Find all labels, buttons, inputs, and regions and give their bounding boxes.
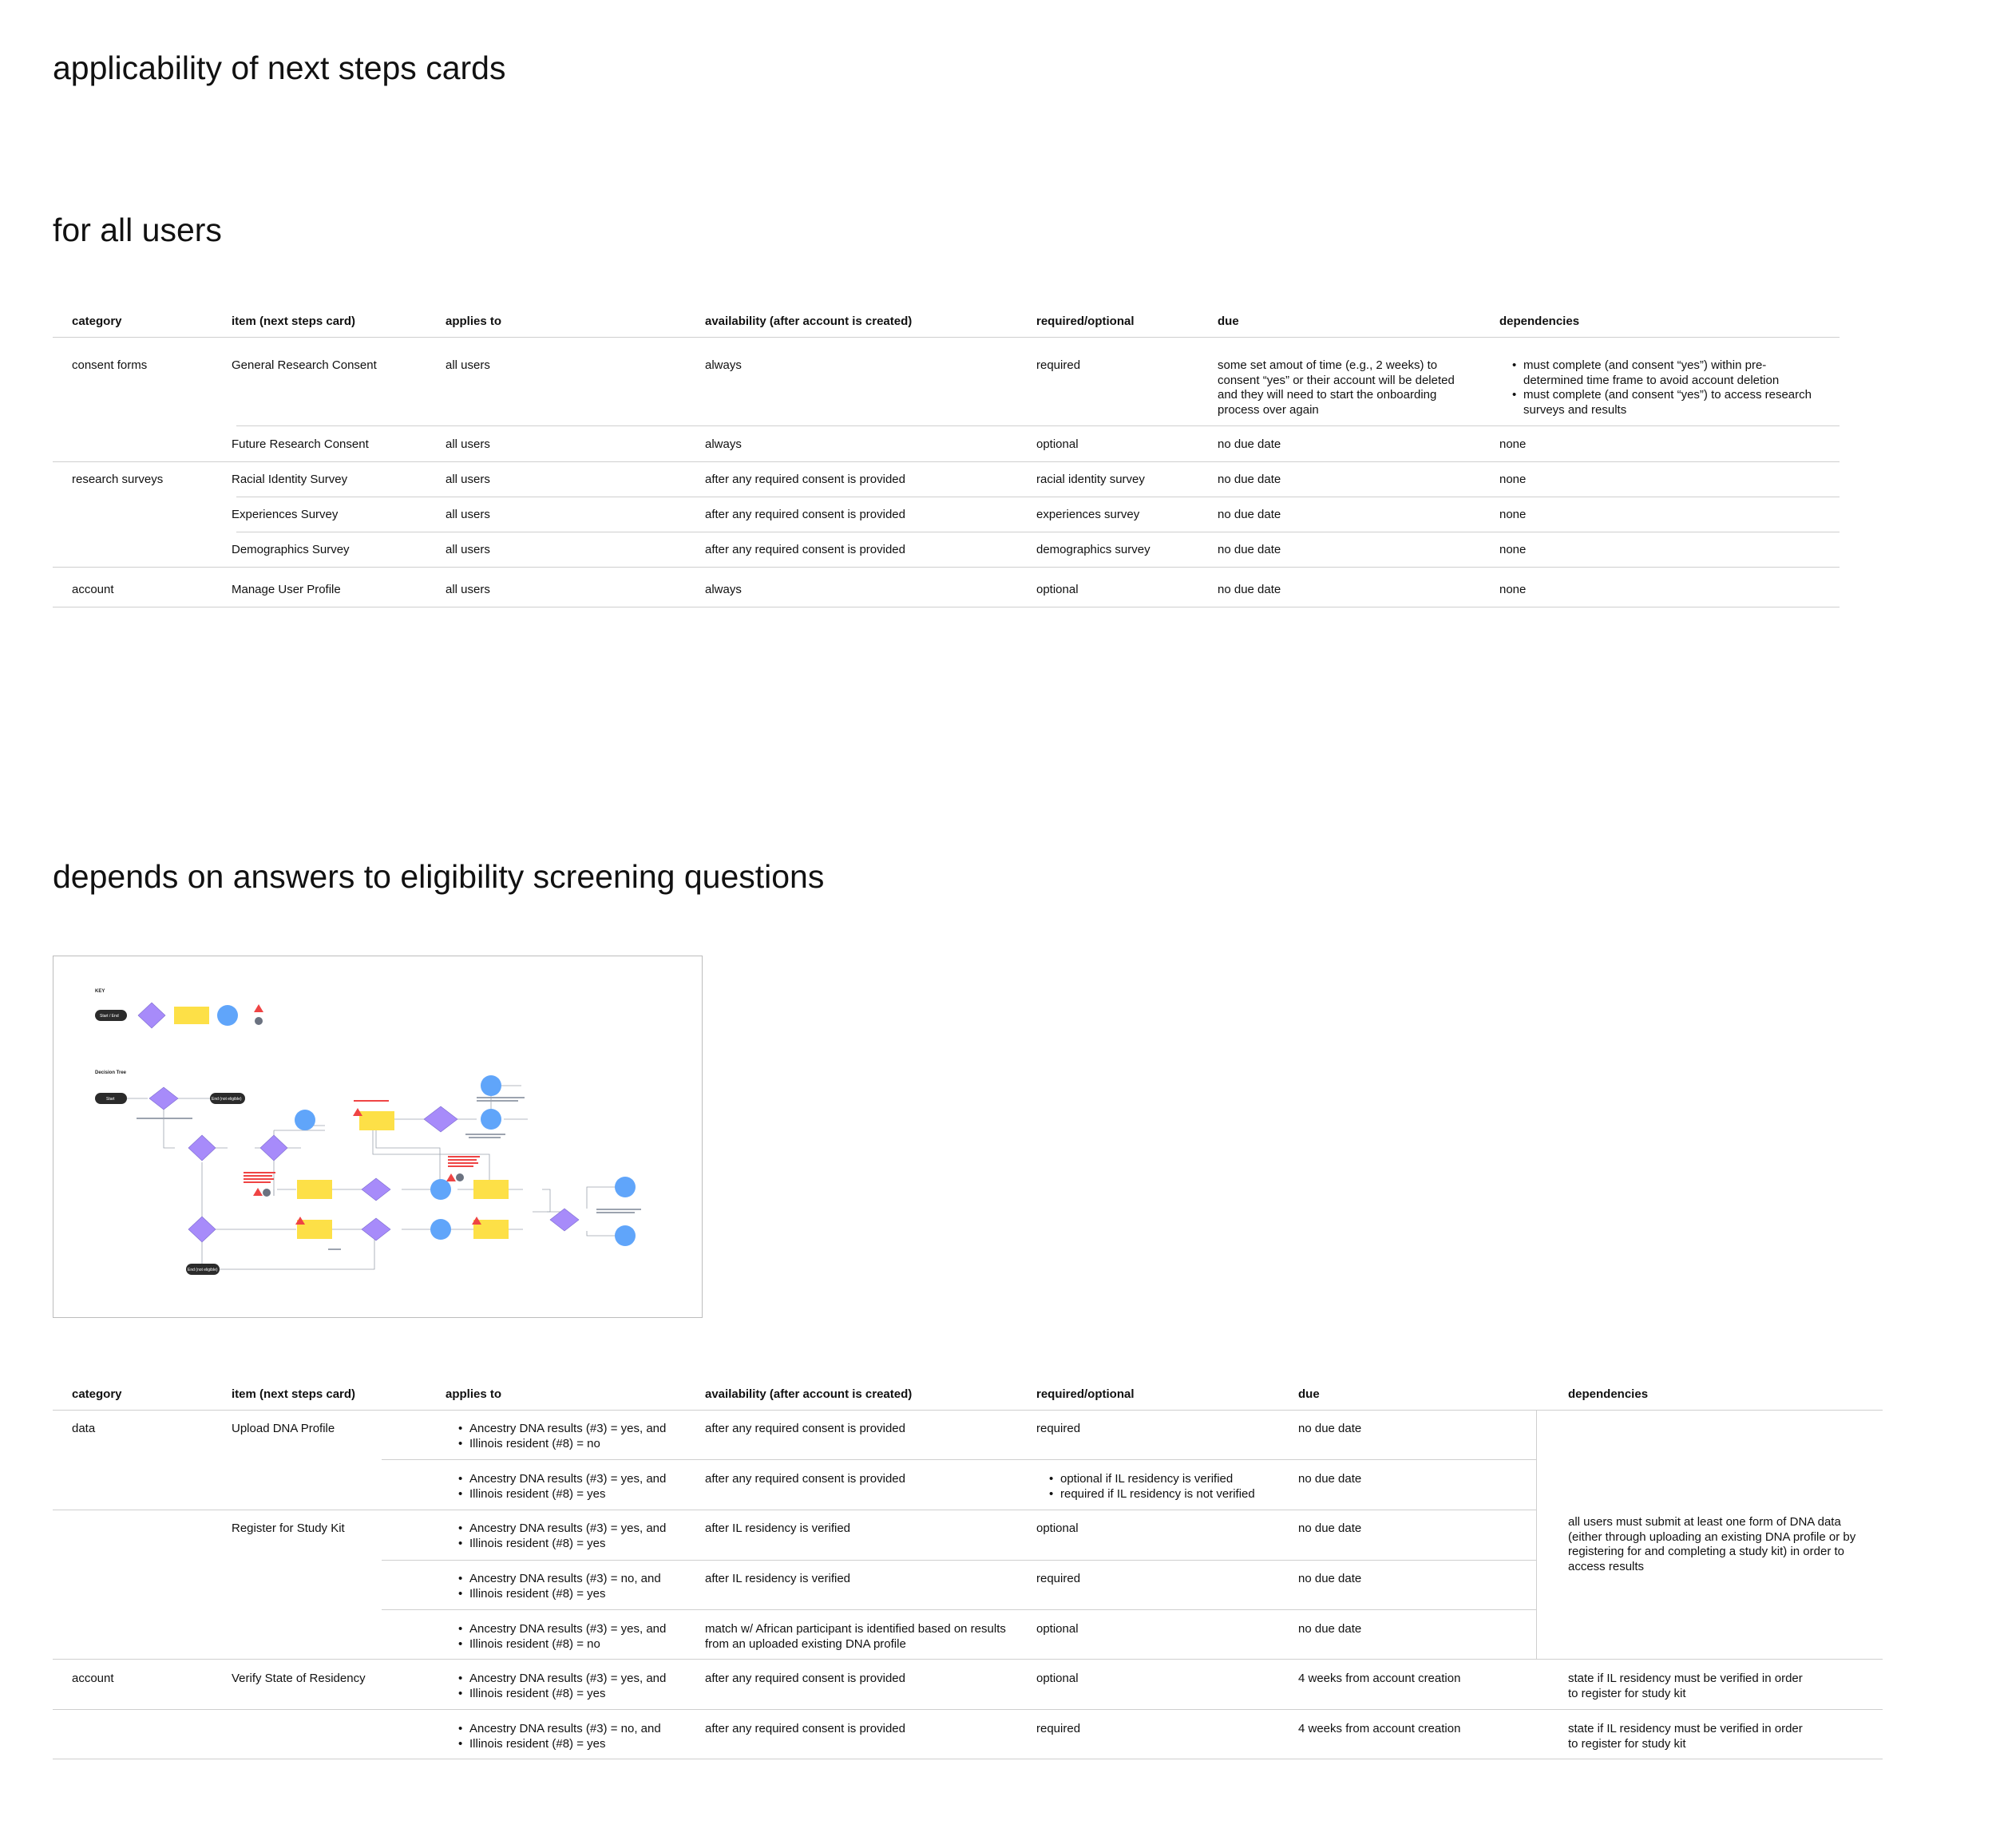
key-outcome-shape bbox=[217, 1005, 238, 1026]
cell-applies bbox=[457, 1572, 709, 1601]
cell-dependencies: state if IL residency must be verified in order to register for study kit bbox=[1568, 1722, 1803, 1751]
action-node bbox=[473, 1180, 509, 1199]
header-required: required/optional bbox=[1036, 315, 1135, 328]
cell-dependencies: all users must submit at least one form of DNA data (either through uploading an existing DNA profile or by registering for and completing a study kit) in order to access results bbox=[1568, 1515, 1856, 1573]
outcome-node bbox=[615, 1177, 636, 1197]
cell-item: Future Research Consent bbox=[232, 437, 369, 451]
cell-required: required bbox=[1036, 1422, 1081, 1435]
header-item: item (next steps card) bbox=[232, 1387, 356, 1401]
cell-availability: always bbox=[705, 437, 742, 451]
decision-node bbox=[188, 1217, 216, 1242]
dependency-item: • must complete (and consent “yes”) within pre-determined time frame to avoid account deletion bbox=[1523, 358, 1819, 388]
condition-item: • Ancestry DNA results (#3) = no, and bbox=[469, 1722, 709, 1737]
section-title-all-users: for all users bbox=[53, 212, 222, 248]
table-all-users bbox=[53, 315, 1840, 610]
divider bbox=[53, 337, 1840, 338]
condition-item: • Illinois resident (#8) = yes bbox=[469, 1737, 709, 1752]
cell-applies bbox=[457, 1422, 709, 1451]
cell-applies: all users bbox=[446, 583, 490, 596]
cell-due: some set amout of time (e.g., 2 weeks) to consent “yes” or their account will be deleted and they will need to start the onboarding process over again bbox=[1218, 358, 1455, 417]
note-icon bbox=[263, 1189, 271, 1197]
condition-item: • Ancestry DNA results (#3) = yes, and bbox=[469, 1422, 709, 1437]
cell-applies: all users bbox=[446, 543, 490, 556]
cell-due: no due date bbox=[1218, 508, 1281, 521]
header-category: category bbox=[72, 1387, 122, 1401]
requirement-item: • optional if IL residency is verified bbox=[1060, 1472, 1300, 1487]
decision-tree-diagram[interactable] bbox=[53, 956, 703, 1318]
cell-category: research surveys bbox=[72, 473, 164, 486]
key-action-shape bbox=[174, 1007, 209, 1024]
header-applies: applies to bbox=[446, 315, 502, 328]
column-divider bbox=[1536, 1410, 1537, 1659]
cell-applies bbox=[457, 1722, 709, 1751]
cell-availability: after IL residency is verified bbox=[705, 1572, 851, 1585]
divider bbox=[382, 1459, 1536, 1460]
key-decision-shape bbox=[138, 1003, 165, 1028]
outcome-node bbox=[430, 1179, 451, 1200]
cell-required: optional bbox=[1036, 437, 1079, 451]
cell-required: required bbox=[1036, 1572, 1081, 1585]
cell-item: Register for Study Kit bbox=[232, 1522, 345, 1535]
cell-availability: match w/ African participant is identified based on results from an uploaded existing DNA profile bbox=[705, 1622, 1006, 1651]
divider bbox=[236, 425, 1840, 426]
cell-required: required bbox=[1036, 1722, 1081, 1735]
key-warning-icon bbox=[254, 1004, 263, 1012]
start-label: Start bbox=[106, 1097, 115, 1102]
cell-due: no due date bbox=[1218, 583, 1281, 596]
action-node bbox=[359, 1111, 394, 1130]
cell-dependencies: none bbox=[1499, 583, 1527, 596]
divider bbox=[53, 567, 1840, 568]
condition-item: • Ancestry DNA results (#3) = yes, and bbox=[469, 1672, 709, 1687]
header-availability: availability (after account is created) bbox=[705, 315, 913, 328]
condition-item: • Illinois resident (#8) = yes bbox=[469, 1537, 709, 1552]
decision-node bbox=[149, 1087, 178, 1110]
cell-item: Experiences Survey bbox=[232, 508, 339, 521]
cell-due: 4 weeks from account creation bbox=[1298, 1722, 1461, 1735]
page-title: applicability of next steps cards bbox=[53, 49, 506, 86]
divider bbox=[53, 1709, 1883, 1710]
action-node bbox=[297, 1180, 332, 1199]
header-dependencies: dependencies bbox=[1568, 1387, 1649, 1401]
cell-availability: after any required consent is provided bbox=[705, 1672, 905, 1685]
cell-dependencies: none bbox=[1499, 473, 1527, 486]
cell-item: General Research Consent bbox=[232, 358, 377, 372]
cell-availability: after any required consent is provided bbox=[705, 1422, 905, 1435]
end-label: End (not eligible) bbox=[212, 1097, 242, 1102]
outcome-node bbox=[481, 1109, 501, 1130]
cell-category: account bbox=[72, 583, 114, 596]
key-note-icon bbox=[255, 1017, 263, 1025]
cell-item: Verify State of Residency bbox=[232, 1672, 366, 1685]
cell-due: no due date bbox=[1218, 473, 1281, 486]
cell-required: optional bbox=[1036, 1622, 1079, 1636]
warning-icon bbox=[253, 1188, 263, 1196]
key-title: KEY bbox=[95, 989, 105, 994]
condition-item: • Illinois resident (#8) = no bbox=[469, 1637, 709, 1652]
cell-due: no due date bbox=[1298, 1472, 1362, 1486]
cell-required bbox=[1048, 1472, 1300, 1502]
cell-required: required bbox=[1036, 358, 1081, 372]
cell-availability: after IL residency is verified bbox=[705, 1522, 851, 1535]
cell-category: data bbox=[72, 1422, 96, 1435]
header-due: due bbox=[1218, 315, 1239, 328]
header-category: category bbox=[72, 315, 122, 328]
cell-required: racial identity survey bbox=[1036, 473, 1145, 486]
header-applies: applies to bbox=[446, 1387, 502, 1401]
cell-item: Manage User Profile bbox=[232, 583, 341, 596]
header-availability: availability (after account is created) bbox=[705, 1387, 913, 1401]
section-title-eligibility: depends on answers to eligibility screening questions bbox=[53, 858, 825, 895]
header-due: due bbox=[1298, 1387, 1320, 1401]
cell-due: 4 weeks from account creation bbox=[1298, 1672, 1461, 1685]
cell-availability: after any required consent is provided bbox=[705, 1472, 905, 1486]
cell-due: no due date bbox=[1298, 1522, 1362, 1535]
cell-dependencies: none bbox=[1499, 437, 1527, 451]
dependency-item: • must complete (and consent “yes”) to access research surveys and results bbox=[1523, 388, 1819, 417]
warning-icon bbox=[446, 1173, 456, 1181]
cell-item: Racial Identity Survey bbox=[232, 473, 348, 486]
cell-required: experiences survey bbox=[1036, 508, 1140, 521]
cell-availability: always bbox=[705, 358, 742, 372]
decision-tree-title: Decision Tree bbox=[95, 1070, 127, 1075]
cell-applies bbox=[457, 1622, 709, 1652]
outcome-node bbox=[481, 1075, 501, 1096]
note-icon bbox=[456, 1173, 464, 1181]
cell-availability: after any required consent is provided bbox=[705, 543, 905, 556]
cell-availability: after any required consent is provided bbox=[705, 1722, 905, 1735]
cell-due: no due date bbox=[1218, 543, 1281, 556]
header-dependencies: dependencies bbox=[1499, 315, 1580, 328]
divider bbox=[382, 1609, 1536, 1610]
divider bbox=[382, 1560, 1536, 1561]
requirement-item: • required if IL residency is not verified bbox=[1060, 1487, 1300, 1502]
condition-item: • Ancestry DNA results (#3) = yes, and bbox=[469, 1472, 709, 1487]
condition-item: • Illinois resident (#8) = yes bbox=[469, 1487, 709, 1502]
condition-item: • Illinois resident (#8) = yes bbox=[469, 1687, 709, 1702]
cell-availability: after any required consent is provided bbox=[705, 508, 905, 521]
cell-due: no due date bbox=[1298, 1422, 1362, 1435]
cell-item: Demographics Survey bbox=[232, 543, 350, 556]
cell-required: demographics survey bbox=[1036, 543, 1150, 556]
cell-applies: all users bbox=[446, 437, 490, 451]
cell-dependencies bbox=[1511, 358, 1819, 417]
end-label: End (not eligible) bbox=[188, 1268, 218, 1272]
decision-node bbox=[260, 1135, 287, 1161]
condition-item: • Illinois resident (#8) = yes bbox=[469, 1587, 709, 1602]
cell-applies bbox=[457, 1672, 709, 1701]
cell-required: optional bbox=[1036, 1672, 1079, 1685]
cell-due: no due date bbox=[1218, 437, 1281, 451]
header-required: required/optional bbox=[1036, 1387, 1135, 1401]
divider bbox=[53, 1410, 1883, 1411]
condition-item: • Ancestry DNA results (#3) = yes, and bbox=[469, 1522, 709, 1537]
outcome-node bbox=[430, 1219, 451, 1240]
cell-applies: all users bbox=[446, 508, 490, 521]
header-item: item (next steps card) bbox=[232, 315, 356, 328]
cell-category: consent forms bbox=[72, 358, 148, 372]
decision-node bbox=[424, 1106, 457, 1132]
decision-node bbox=[362, 1218, 390, 1241]
cell-availability: after any required consent is provided bbox=[705, 473, 905, 486]
cell-required: optional bbox=[1036, 1522, 1079, 1535]
cell-availability: always bbox=[705, 583, 742, 596]
divider bbox=[53, 461, 1840, 462]
cell-applies: all users bbox=[446, 473, 490, 486]
cell-due: no due date bbox=[1298, 1572, 1362, 1585]
decision-node bbox=[188, 1135, 216, 1161]
condition-item: • Ancestry DNA results (#3) = yes, and bbox=[469, 1622, 709, 1637]
cell-dependencies: none bbox=[1499, 543, 1527, 556]
table-eligibility bbox=[53, 1387, 1883, 1758]
cell-item: Upload DNA Profile bbox=[232, 1422, 335, 1435]
cell-dependencies: state if IL residency must be verified in order to register for study kit bbox=[1568, 1672, 1803, 1700]
condition-item: • Ancestry DNA results (#3) = no, and bbox=[469, 1572, 709, 1587]
decision-tree-svg bbox=[53, 956, 702, 1317]
divider bbox=[53, 1659, 1883, 1660]
cell-applies bbox=[457, 1472, 709, 1502]
condition-item: • Illinois resident (#8) = no bbox=[469, 1437, 709, 1452]
outcome-node bbox=[615, 1225, 636, 1246]
cell-applies bbox=[457, 1522, 709, 1551]
cell-applies: all users bbox=[446, 358, 490, 372]
cell-required: optional bbox=[1036, 583, 1079, 596]
key-start-end-label: Start / End bbox=[100, 1014, 119, 1019]
decision-node bbox=[362, 1178, 390, 1201]
cell-dependencies: none bbox=[1499, 508, 1527, 521]
cell-category: account bbox=[72, 1672, 114, 1685]
outcome-node bbox=[295, 1110, 315, 1130]
cell-due: no due date bbox=[1298, 1622, 1362, 1636]
